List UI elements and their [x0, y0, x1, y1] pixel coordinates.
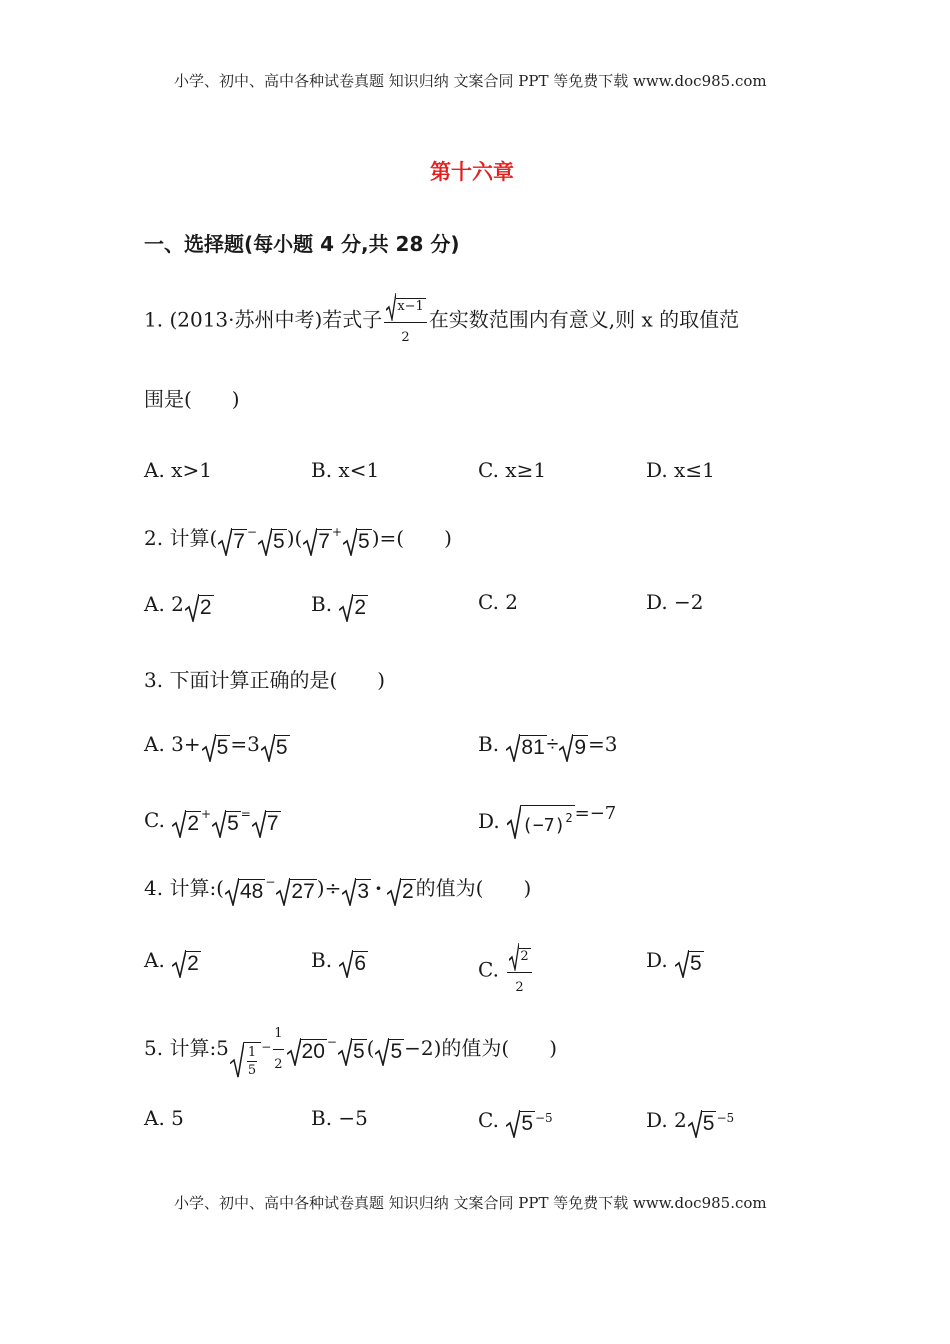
q3-d-exponent: 2 [565, 811, 573, 825]
q2-radical-3 [303, 528, 332, 556]
q2-post: )=( ) [371, 526, 452, 550]
q4-d-pre: D. [646, 948, 675, 972]
q5-post: −2)的值为( ) [404, 1036, 558, 1060]
page-header: 小学、初中、高中各种试卷真题 知识归纳 文案合同 PPT 等免费下载 www.doc985.com [174, 72, 767, 90]
q4-option-d [646, 946, 704, 978]
q2-option-b-radical [339, 594, 368, 622]
q1-stem-line2: 围是( ) [144, 387, 240, 411]
q4-option-c [478, 940, 534, 1002]
q1-option-c: C. x≥1 [478, 458, 547, 482]
q5-option-c [478, 1104, 553, 1138]
q2-option-a [144, 590, 214, 622]
q4-b-radicand: 6 [354, 952, 367, 975]
q3-a-radical-2 [261, 734, 290, 762]
q5-minus-2: − [326, 1035, 337, 1049]
q3-a-radicand-1: 5 [216, 736, 229, 759]
q1-stem-post: 在实数范围内有意义,则 x 的取值范 [428, 307, 740, 332]
q4-a-radical [172, 950, 201, 978]
question-5 [144, 1020, 557, 1079]
q5-c-post: −5 [535, 1111, 553, 1125]
q3-b-radicand-1: 81 [521, 736, 545, 759]
q5-c-radicand: 5 [521, 1112, 533, 1135]
q3-d-pre: D. [478, 809, 507, 833]
q1-option-b: B. x<1 [311, 458, 380, 482]
q3-b-div: ÷ [546, 733, 559, 756]
q5-d-pre: D. 2 [646, 1108, 687, 1132]
q1-option-a: A. x>1 [144, 458, 212, 482]
q3-b-radical-2 [559, 734, 588, 762]
q3-d-radicand: (−7) [522, 815, 566, 836]
q5-fraction-2 [273, 1020, 283, 1079]
q3-d-radical [507, 805, 575, 839]
q2-minus: − [246, 525, 257, 539]
q5-option-d [646, 1104, 734, 1138]
q4-dot: · [375, 876, 382, 900]
q2-radical-4 [343, 528, 372, 556]
q2-option-b-radicand: 2 [354, 596, 367, 619]
q5-f1-num: 1 [247, 1045, 257, 1060]
chapter-title: 第十六章 [430, 160, 514, 184]
q4-c-radical [509, 943, 530, 971]
q2-radicand-3: 7 [318, 530, 330, 553]
q5-d-radicand: 5 [702, 1112, 715, 1135]
q4-b-pre: B. [311, 948, 339, 972]
q4-c-fraction [507, 940, 531, 1002]
q4-pre: 4. 计算:( [144, 876, 224, 900]
q1-radicand: x−1 [397, 299, 424, 314]
q5-pre: 5. 计算:5 [144, 1036, 229, 1060]
q2-option-c: C. 2 [478, 590, 519, 614]
q3-b-radical-1 [506, 734, 546, 762]
q2-plus: + [331, 525, 343, 539]
q2-option-a-pre: A. 2 [144, 592, 184, 616]
q5-option-b: B. −5 [311, 1106, 368, 1130]
q4-radicand-4: 2 [401, 880, 414, 903]
q5-minus-1: − [261, 1040, 272, 1054]
q4-a-radicand: 2 [187, 952, 199, 975]
q4-post: 的值为( ) [415, 876, 532, 900]
q1-denominator: 2 [401, 330, 410, 345]
q5-f1-den: 5 [247, 1063, 257, 1078]
q3-option-c [144, 800, 281, 838]
q5-c-radical [506, 1110, 535, 1138]
q5-fraction-1 [247, 1045, 257, 1078]
q4-radicand-2: 27 [291, 880, 315, 903]
q2-radicand-1: 7 [233, 530, 245, 553]
q4-radical-3 [342, 878, 371, 906]
q4-b-radical [339, 950, 368, 978]
q4-div: )÷ [316, 876, 342, 900]
q3-option-a [144, 730, 290, 762]
q2-radicand-2: 5 [273, 530, 285, 553]
q3-c-eq: = [240, 807, 251, 821]
q4-d-radicand: 5 [690, 952, 702, 975]
question-4 [144, 868, 531, 906]
q3-option-b [478, 730, 617, 762]
q3-a-radical-1 [202, 734, 231, 762]
q2-radical-2 [258, 528, 287, 556]
q3-c-pre: C. [144, 808, 172, 832]
q2-option-d: D. −2 [646, 590, 704, 614]
q5-c-pre: C. [478, 1108, 506, 1132]
q4-c-pre: C. [478, 957, 506, 982]
q4-radicand-1: 48 [239, 880, 264, 903]
q4-minus: − [265, 875, 276, 889]
q4-radical-1 [225, 878, 265, 906]
q3-c-radicand-1: 2 [187, 812, 199, 835]
q5-radical-4 [375, 1038, 404, 1066]
q3-option-d [478, 800, 616, 839]
question-1 [144, 290, 739, 352]
q5-paren: ( [366, 1036, 375, 1060]
q3-b-radicand-2: 9 [574, 736, 586, 759]
section-heading: 一、选择题(每小题 4 分,共 28 分) [144, 232, 460, 256]
q1-fraction [384, 290, 427, 352]
q1-radical [386, 293, 426, 321]
q5-radicand-4: 5 [390, 1040, 403, 1063]
q5-f2-num: 1 [273, 1020, 283, 1050]
q3-a-radicand-2: 5 [275, 736, 288, 759]
q3-a-pre: A. 3+ [144, 732, 201, 756]
q4-radical-4 [387, 878, 416, 906]
q3-a-eq: =3 [230, 732, 260, 756]
q5-radical-2 [287, 1038, 327, 1066]
q3-c-radical-3 [252, 810, 281, 838]
q4-d-radical [675, 950, 704, 978]
q3-c-radicand-3: 7 [266, 812, 279, 835]
q2-radicand-4: 5 [358, 530, 370, 553]
q5-d-radical [688, 1110, 717, 1138]
question-2 [144, 518, 452, 556]
q3-c-radical-1 [172, 810, 201, 838]
q3-c-radical-2 [212, 810, 241, 838]
q2-option-b-pre: B. [311, 592, 339, 616]
q2-mid: )( [286, 526, 303, 550]
q5-radical-1 [230, 1042, 261, 1078]
q3-b-eq: =3 [588, 732, 618, 756]
q4-c-denominator: 2 [515, 980, 524, 995]
question-3: 3. 下面计算正确的是( ) [144, 668, 386, 692]
q3-d-eq: =−7 [574, 803, 617, 824]
q3-c-radicand-2: 5 [227, 812, 239, 835]
q4-option-b [311, 946, 368, 978]
q4-option-a [144, 946, 201, 978]
q5-radicand-2: 20 [301, 1040, 325, 1063]
q5-radical-3 [338, 1038, 367, 1066]
q4-radicand-3: 3 [357, 880, 370, 903]
q4-radical-2 [276, 878, 316, 906]
q1-option-d: D. x≤1 [646, 458, 715, 482]
q2-option-a-radical [185, 594, 214, 622]
q2-radical-1 [218, 528, 247, 556]
q3-c-plus: + [201, 807, 212, 821]
q5-radicand-3: 5 [352, 1040, 365, 1063]
q2-option-b [311, 590, 368, 622]
q3-b-pre: B. [478, 732, 506, 756]
q4-a-pre: A. [144, 948, 172, 972]
q1-stem-pre: 1. (2013·苏州中考)若式子 [144, 307, 383, 332]
q2-option-a-radicand: 2 [199, 596, 212, 619]
q5-d-post: −5 [716, 1111, 735, 1125]
q5-option-a: A. 5 [144, 1106, 184, 1130]
page-footer: 小学、初中、高中各种试卷真题 知识归纳 文案合同 PPT 等免费下载 www.doc985.com [174, 1194, 767, 1212]
q2-pre: 2. 计算( [144, 526, 218, 550]
q5-f2-den: 2 [274, 1057, 283, 1072]
q4-c-radicand: 2 [520, 949, 529, 964]
